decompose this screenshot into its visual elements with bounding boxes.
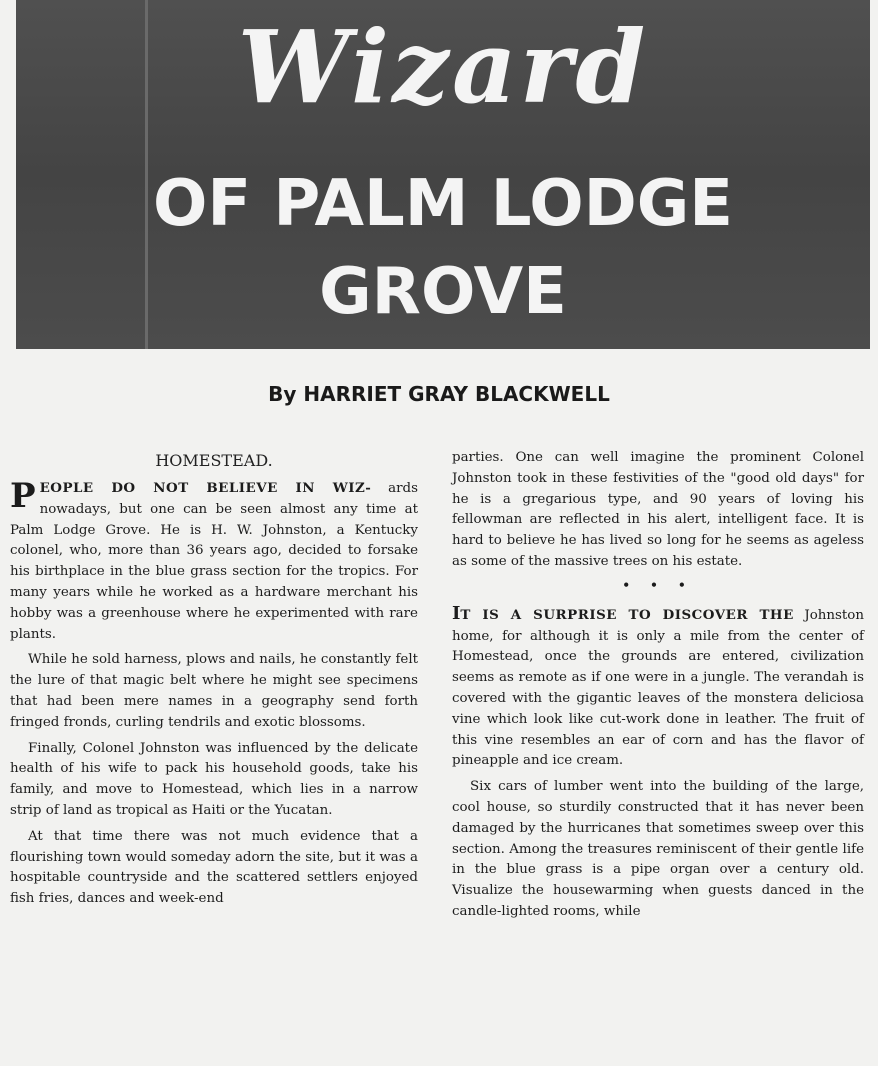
lead-caps: EOPLE DO NOT BELIEVE IN WIZ- [39,480,372,496]
title-line-2: OF PALM LODGE [153,167,733,241]
paragraph-2: While he sold harness, plows and nails, he constantly felt the lure of that magic belt where he might see specimens that had been mere names in a geography send forth fringed fronds, curling tendrils and exotic blossoms. [10,652,418,730]
dateline: HOMESTEAD. [155,451,273,470]
paragraph-4: At that time there was not much evidence that a flourishing town would someday adorn the site, but it was a hospitable countryside and the scattered settlers enjoyed fish fries, dances and week-end [10,828,418,907]
paragraph-6-text: Johnston home, for although it is only a mile from the center of Homestead, once the grounds are entered, civilization seems as remote as if one were in a jungle. The verandah is covered with the gigantic leaves of the monstera deliciosa vine which look like cut-work done in leather. The fruit of this vine resembles an ear of corn and has the flavor of pineapple and ice cream. [452,607,864,769]
byline: By HARRIET GRAY BLACKWELL [268,382,610,406]
title-script: Wizard [237,8,649,126]
paragraph-7: Six cars of lumber went into the building of the large, cool house, so sturdily constructed that it has never been damaged by the hurricanes that sometimes sweep over this section. Among the treasures reminiscent of their gentle life in the blue grass is a pipe organ over a century old. Visualize the housewarming when guests danced in the candle-lighted rooms, while [452,779,864,919]
paragraph-5: parties. One can well imagine the prominent Colonel Johnston took in these festivities of the "good old days" for he is a gregarious type, and 90 years of loving his fellowman are reflected in his alert, intelligent face. It is hard to believe he has lived so long for he seems as ageless as some of the massive trees on his estate. [452,450,864,569]
paragraph-1 [10,478,418,645]
paragraph-1-text: ards nowadays, but one can be seen almost any time at Palm Lodge Grove. He is H. W. Johnston, a Kentucky colonel, who, more than 36 years ago, decided to forsake his birthplace in the blue grass section for the tropics. For many years while he worked as a hardware merchant his hobby was a greenhouse where he experimented with rare plants. [10,481,418,642]
paragraph-6 [452,604,864,772]
title-banner [16,0,870,349]
section-separator: • • • [622,577,694,592]
drop-cap: P [10,476,36,516]
paragraph-3: Finally, Colonel Johnston was influenced by the delicate health of his wife to pack his household goods, take his family, and move to Homestead, which lies in a narrow strip of land as tropical as Haiti or the Yucatan. [10,740,418,818]
lead-caps-2: T IS A SURPRISE TO DISCOVER THE [460,606,794,623]
right-column [452,448,864,928]
title-line-3: GROVE [319,255,567,329]
left-column [10,448,418,915]
section-initial: I [452,602,461,624]
